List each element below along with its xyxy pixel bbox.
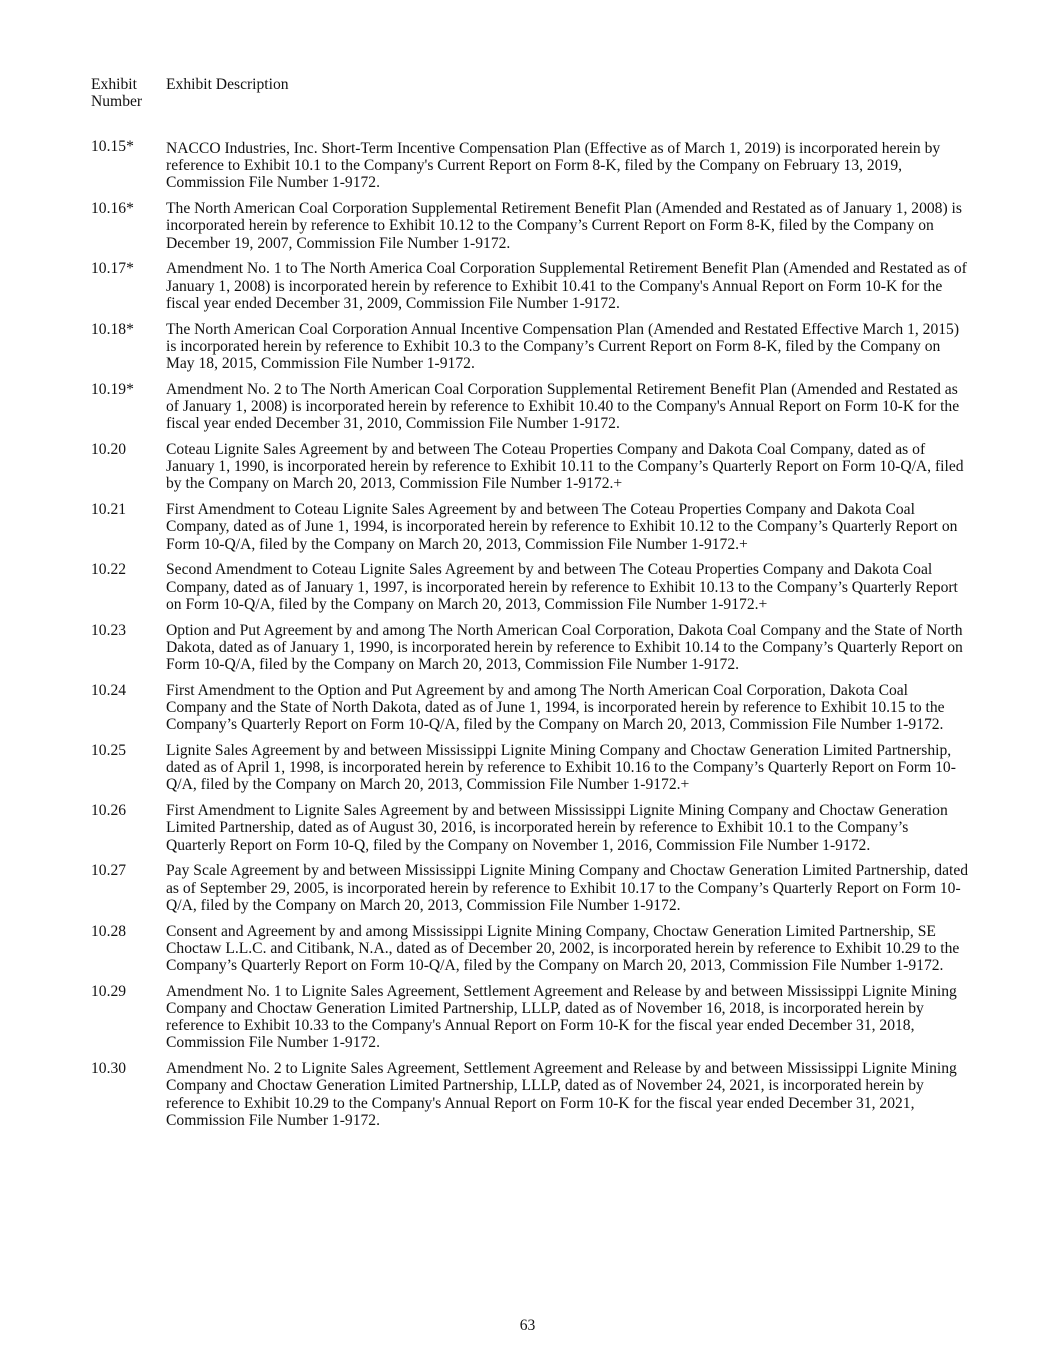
exhibit-row	[91, 802, 971, 854]
exhibit-number: 10.21	[91, 501, 127, 519]
exhibit-row	[91, 321, 971, 373]
exhibit-number: 10.25	[91, 742, 127, 760]
exhibit-row	[91, 862, 971, 914]
exhibit-description: Amendment No. 1 to Lignite Sales Agreement, Settlement Agreement and Release by and between Mississippi Lignite Mining Company and Choctaw Generation Limited Partnership, LLLP, dated as of November 16, 2018, is incorporated herein by reference to Exhibit 10.33 to the Company's Annual Report on Form 10-K for the fiscal year ended December 31, 2018, Commission File Number 1-9172.	[166, 982, 957, 1052]
exhibit-number: 10.15*	[91, 138, 134, 155]
exhibit-number: 10.22	[91, 561, 127, 579]
exhibit-number: 10.27	[91, 862, 127, 880]
exhibit-description: Second Amendment to Coteau Lignite Sales Agreement by and between The Coteau Properties Company and Dakota Coal Company, dated as of January 1, 1997, is incorporated herein by reference to Exhibit 10.13 to the Company’s Quarterly Report on Form 10-Q/A, filed by the Company on March 20, 2013, Commission File Number 1-9172.+	[166, 561, 958, 613]
exhibit-number: 10.18*	[91, 320, 134, 338]
exhibit-row	[91, 260, 971, 312]
exhibit-description: Pay Scale Agreement by and between Mississippi Lignite Mining Company and Choctaw Generation Limited Partnership, dated as of September 29, 2005, is incorporated herein by reference to Exhibit 10.17 to the Company’s Quarterly Report on Form 10-Q/A, filed by the Company on March 20, 2013, Commission File Number 1-9172.	[166, 862, 969, 914]
exhibit-number: 10.26	[91, 802, 127, 820]
exhibit-description: Consent and Agreement by and among Mississippi Lignite Mining Company, Choctaw Generation Limited Partnership, SE Choctaw L.L.C. and Citibank, N.A., dated as of December 20, 2002, is incorporated herein by reference to Exhibit 10.29 to the Company’s Quarterly Report on Form 10-Q/A, filed by the Company on March 20, 2013, Commission File Number 1-9172.	[166, 922, 960, 975]
exhibit-row	[91, 140, 971, 192]
exhibit-number: 10.30	[91, 1060, 127, 1078]
exhibit-row	[91, 381, 971, 433]
exhibit-number: 10.20	[91, 441, 127, 459]
exhibit-number: 10.16*	[91, 200, 134, 218]
exhibit-row	[91, 682, 971, 734]
exhibit-description: NACCO Industries, Inc. Short-Term Incentive Compensation Plan (Effective as of March 1, 2019) is incorporated herein by reference to Exhibit 10.1 to the Company's Current Report on Form 8-K, filed by the Company on February 13, 2019, Commission File Number 1-9172.	[166, 140, 941, 192]
exhibit-description: The North American Coal Corporation Supplemental Retirement Benefit Plan (Amended and Restated as of January 1, 2008) is incorporated herein by reference to Exhibit 10.12 to the Company’s Current Report on Form 8-K, filed by the Company on December 19, 2007, Commission File Number 1-9172.	[166, 200, 962, 252]
exhibit-description-header: Exhibit Description	[166, 76, 289, 93]
exhibit-list	[91, 140, 971, 1138]
exhibit-row	[91, 441, 971, 493]
exhibit-number: 10.29	[91, 982, 127, 1000]
exhibit-number: 10.28	[91, 922, 127, 940]
exhibit-description: Option and Put Agreement by and among The North American Coal Corporation, Dakota Coal Company and the State of North Dakota, dated as of January 1, 1990, is incorporated herein by reference to Exhibit 10.14 to the Company’s Quarterly Report on Form 10-Q/A, filed by the Company on March 20, 2013, Commission File Number 1-9172.	[166, 621, 963, 674]
exhibit-row	[91, 1060, 971, 1129]
exhibit-row	[91, 742, 971, 794]
exhibit-number: 10.24	[91, 681, 127, 699]
exhibit-number: 10.19*	[91, 380, 134, 398]
exhibit-description: Amendment No. 1 to The North America Coal Corporation Supplemental Retirement Benefit Plan (Amended and Restated as of January 1, 2008) is incorporated herein by reference to Exhibit 10.41 to the Company's Annual Report on Form 10-K for the fiscal year ended December 31, 2009, Commission File Number 1-9172.	[166, 260, 967, 312]
exhibit-description: First Amendment to Lignite Sales Agreement by and between Mississippi Lignite Mining Company and Choctaw Generation Limited Partnership, dated as of August 30, 2016, is incorporated herein by reference to Exhibit 10.1 to the Company’s Quarterly Report on Form 10-Q, filed by the Company on November 1, 2016, Commission File Number 1-9172.	[166, 802, 948, 854]
exhibit-description: First Amendment to Coteau Lignite Sales Agreement by and between The Coteau Properties Company and Dakota Coal Company, dated as of June 1, 1994, is incorporated herein by reference to Exhibit 10.12 to the Company’s Quarterly Report on Form 10-Q/A, filed by the Company on March 20, 2013, Commission File Number 1-9172.+	[166, 501, 958, 553]
exhibit-description: The North American Coal Corporation Annual Incentive Compensation Plan (Amended and Restated Effective March 1, 2015) is incorporated herein by reference to Exhibit 10.3 to the Company’s Current Report on Form 8-K, filed by the Company on May 18, 2015, Commission File Number 1-9172.	[166, 320, 960, 373]
exhibit-row	[91, 561, 971, 613]
exhibit-row	[91, 983, 971, 1052]
exhibit-row	[91, 501, 971, 553]
page-number: 63	[519, 1317, 536, 1334]
exhibit-description: Amendment No. 2 to Lignite Sales Agreement, Settlement Agreement and Release by and between Mississippi Lignite Mining Company and Choctaw Generation Limited Partnership, LLLP, dated as of November 24, 2021, is incorporated herein by reference to Exhibit 10.29 to the Company's Annual Report on Form 10-K for the fiscal year ended December 31, 2021, Commission File Number 1-9172.	[166, 1060, 957, 1129]
exhibit-table-header	[91, 76, 289, 110]
exhibit-row	[91, 923, 971, 975]
exhibit-description: Coteau Lignite Sales Agreement by and between The Coteau Properties Company and Dakota Coal Company, dated as of January 1, 1990, is incorporated herein by reference to Exhibit 10.11 to the Company’s Quarterly Report on Form 10-Q/A, filed by the Company on March 20, 2013, Commission File Number 1-9172.+	[166, 441, 964, 493]
exhibit-row	[91, 200, 971, 252]
exhibit-description: First Amendment to the Option and Put Agreement by and among The North American Coal Corporation, Dakota Coal Company and the State of North Dakota, dated as of June 1, 1994, is incorporated herein by reference to Exhibit 10.15 to the Company’s Quarterly Report on Form 10-Q/A, filed by the Company on March 20, 2013, Commission File Number 1-9172.	[166, 681, 945, 734]
exhibit-number-header: Exhibit Number	[91, 76, 143, 111]
exhibit-number: 10.23	[91, 621, 127, 639]
exhibit-number: 10.17*	[91, 260, 134, 278]
exhibit-description: Amendment No. 2 to The North American Coal Corporation Supplemental Retirement Benefit Plan (Amended and Restated as of January 1, 2008) is incorporated herein by reference to Exhibit 10.40 to the Company's Annual Report on Form 10-K for the fiscal year ended December 31, 2010, Commission File Number 1-9172.	[166, 380, 960, 433]
exhibit-description: Lignite Sales Agreement by and between Mississippi Lignite Mining Company and Choctaw Generation Limited Partnership, dated as of April 1, 1998, is incorporated herein by reference to Exhibit 10.16 to the Company’s Quarterly Report on Form 10-Q/A, filed by the Company on March 20, 2013, Commission File Number 1-9172.+	[166, 742, 956, 794]
exhibit-row	[91, 622, 971, 674]
